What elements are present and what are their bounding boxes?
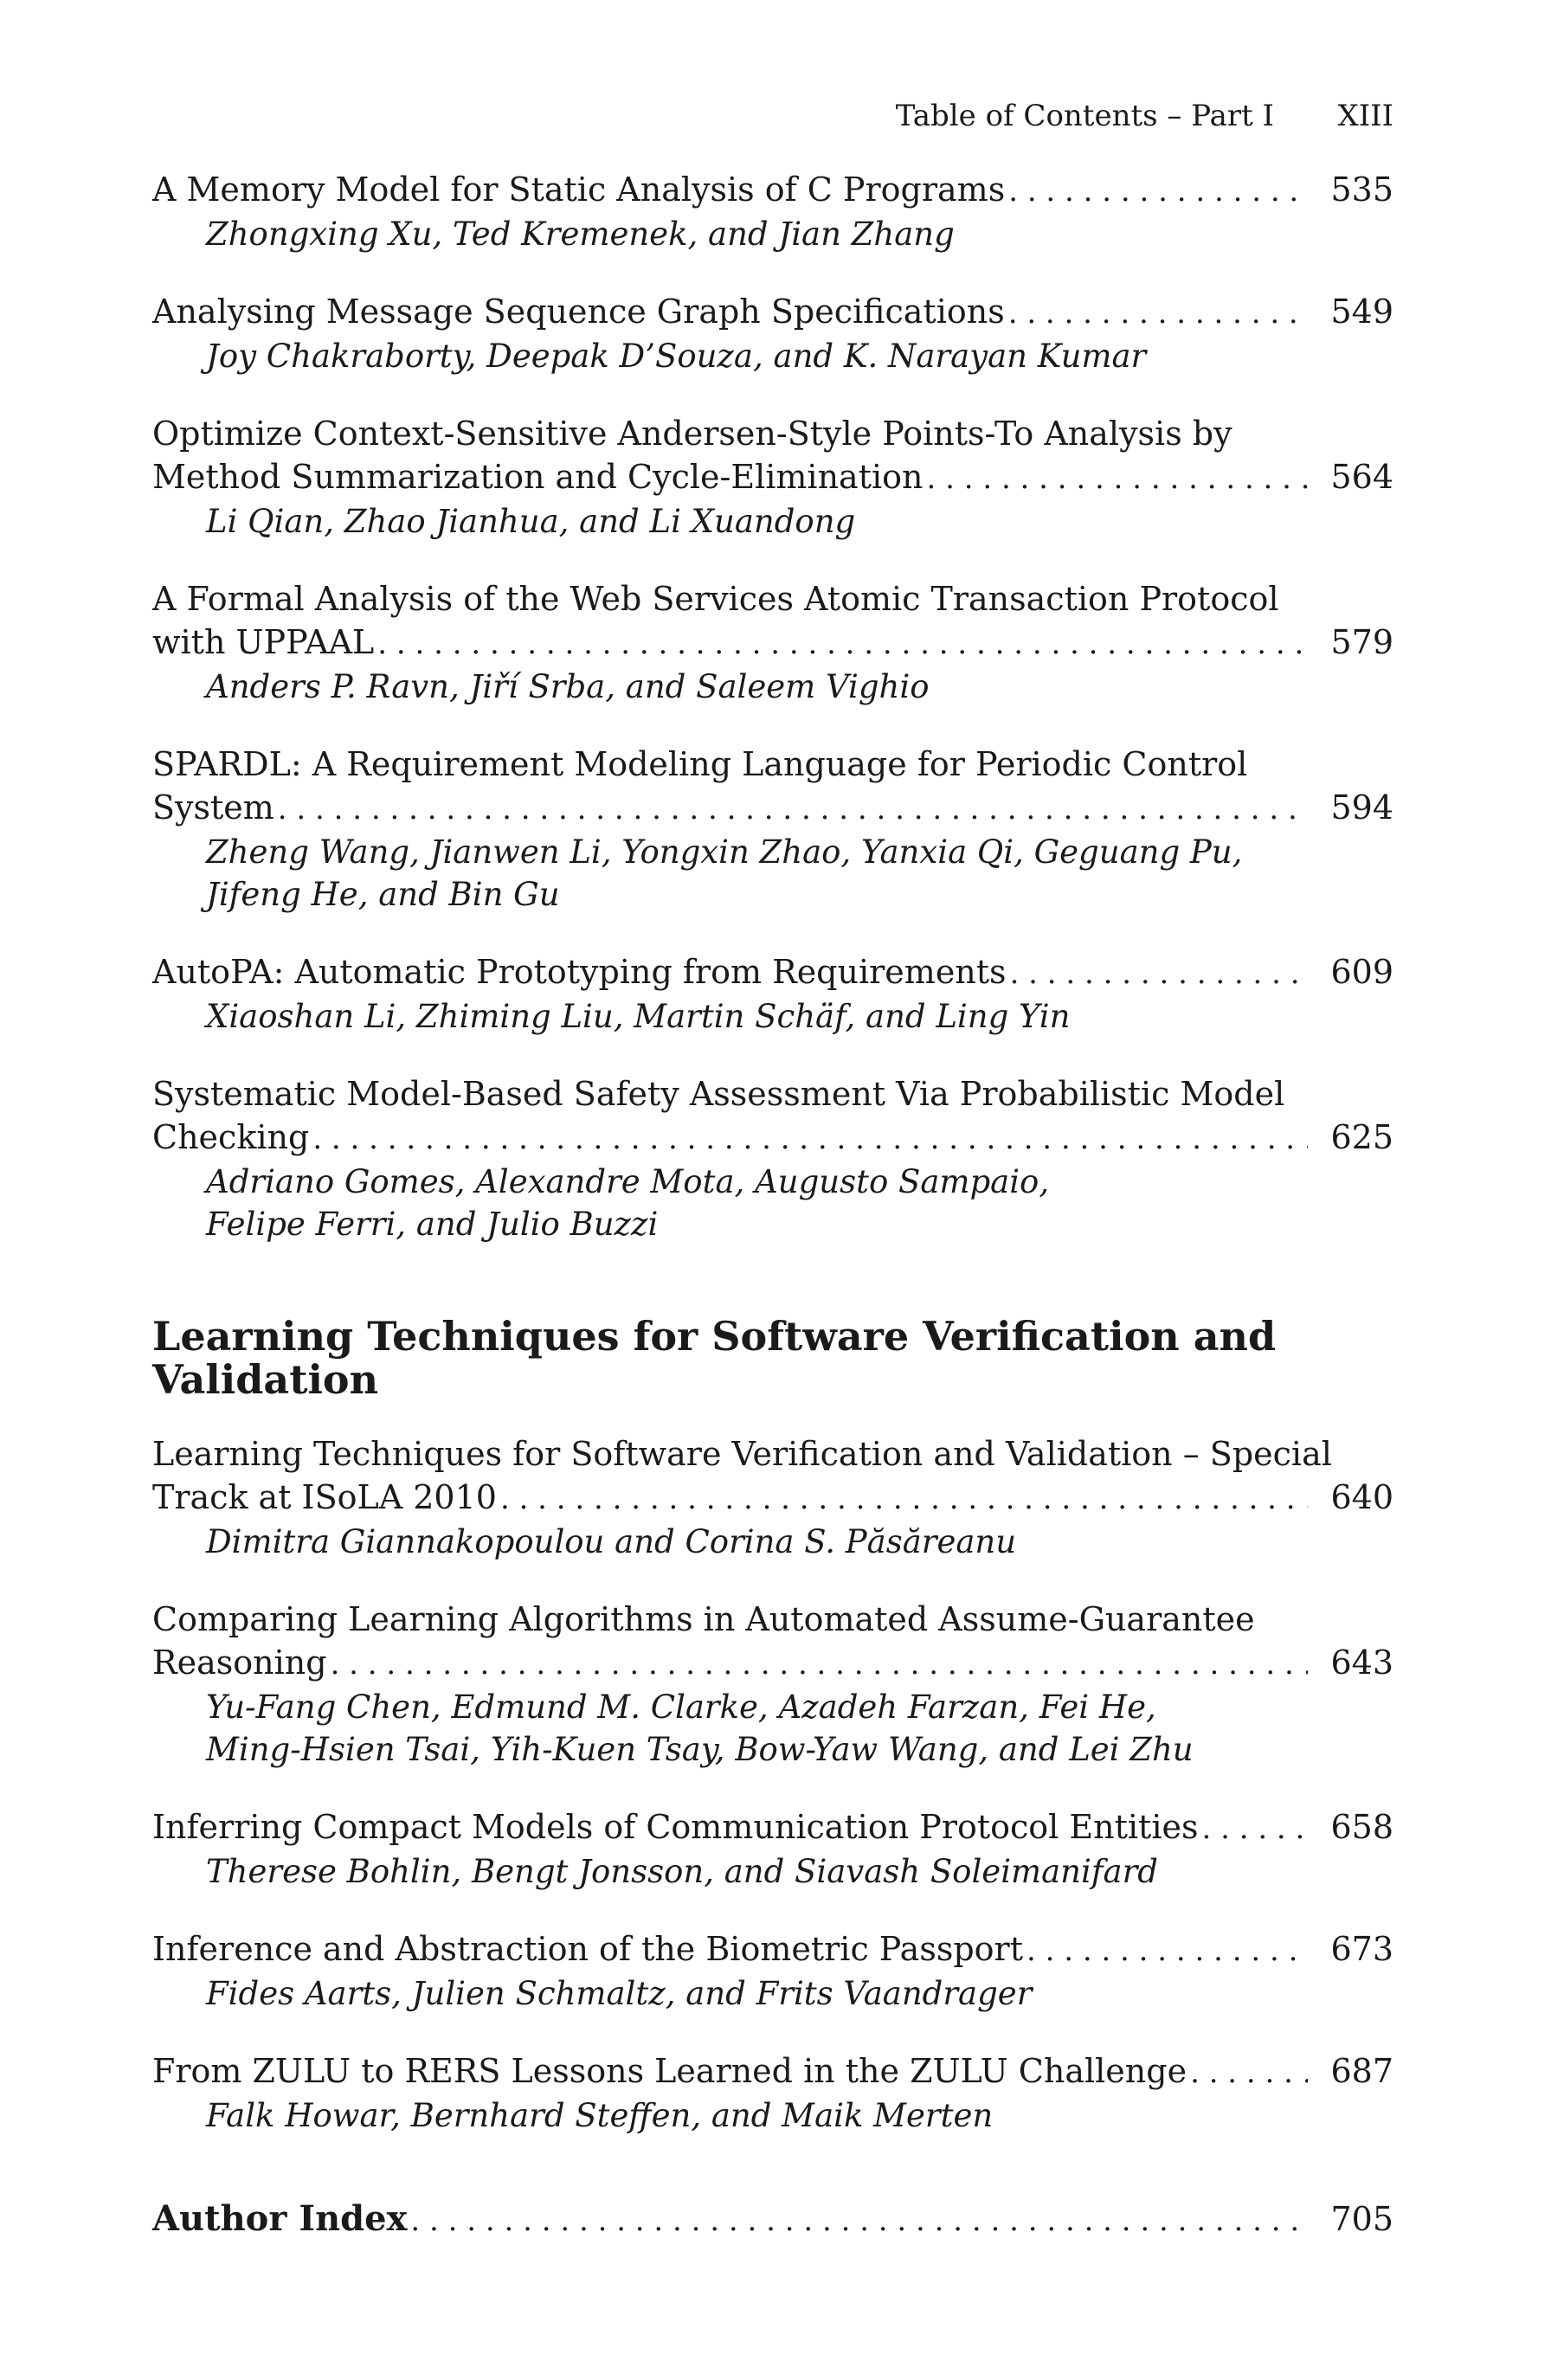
dot-leader <box>1026 1929 1309 1972</box>
section-heading <box>152 1315 1393 1401</box>
entry-title: Analysing Message Sequence Graph Specifications <box>152 293 1005 331</box>
toc-entry[interactable] <box>152 168 1393 255</box>
dot-leader <box>278 788 1309 831</box>
running-head-title: Table of Contents – Part I <box>895 99 1274 133</box>
entry-authors: Falk Howar, Bernhard Steffen, and Maik Merten <box>206 2097 994 2134</box>
entry-title: Inferring Compact Models of Communication Protocol Entities <box>152 1808 1199 1846</box>
toc-entry[interactable] <box>152 412 1393 543</box>
toc-entries-part2 <box>152 1432 1393 2137</box>
entry-authors: Yu-Fang Chen, Edmund M. Clarke, Azadeh Farzan, Fei He, <box>206 1689 1156 1726</box>
entry-page-number: 535 <box>1330 170 1393 209</box>
entry-title-row <box>152 1927 1393 1972</box>
dot-leader <box>377 622 1308 666</box>
entry-page-number: 579 <box>1330 623 1393 661</box>
entry-title-row <box>152 168 1393 213</box>
entry-page-number: 643 <box>1330 1643 1393 1682</box>
entry-authors: Zheng Wang, Jianwen Li, Yongxin Zhao, Yanxia Qi, Geguang Pu, <box>206 833 1243 871</box>
entry-authors: Joy Chakraborty, Deepak D’Souza, and K. Narayan Kumar <box>206 338 1147 375</box>
author-index-page: 705 <box>1330 2200 1393 2238</box>
entry-title-line: Systematic Model-Based Safety Assessment Via Probabilistic Model <box>152 1075 1285 1113</box>
entry-title-row <box>152 950 1393 995</box>
entry-title-line: Learning Techniques for Software Verification and Validation – Special <box>152 1435 1332 1473</box>
running-head-page-number: XIII <box>1337 99 1393 133</box>
entry-page-number: 549 <box>1330 293 1393 331</box>
entry-title-row <box>152 1476 1393 1521</box>
section-heading-line: Validation <box>152 1356 379 1403</box>
toc-entry[interactable] <box>152 290 1393 377</box>
entry-page-number: 594 <box>1330 788 1393 827</box>
entry-authors: Therese Bohlin, Bengt Jonsson, and Siavash Soleimanifard <box>206 1853 1158 1890</box>
toc-entry[interactable] <box>152 577 1393 708</box>
dot-leader <box>331 1643 1309 1686</box>
dot-leader <box>1008 170 1308 213</box>
toc-entry[interactable] <box>152 1927 1393 2015</box>
entry-page-number: 687 <box>1330 2052 1393 2090</box>
entry-authors: Xiaoshan Li, Zhiming Liu, Martin Schäf, and Ling Yin <box>206 998 1071 1035</box>
entry-title-row <box>152 786 1393 831</box>
entry-authors: Li Qian, Zhao Jianhua, and Li Xuandong <box>206 503 856 540</box>
entry-authors: Zhongxing Xu, Ted Kremenek, and Jian Zhang <box>206 215 955 253</box>
section-heading-line: Learning Techniques for Software Verification and <box>152 1313 1277 1360</box>
dot-leader <box>1010 952 1309 995</box>
author-index-entry[interactable] <box>152 2197 1393 2242</box>
entry-page-number: 640 <box>1330 1478 1393 1516</box>
running-head <box>152 83 1393 135</box>
entry-title-row <box>152 1641 1393 1686</box>
toc-entry[interactable] <box>152 1072 1393 1245</box>
entry-title-row <box>152 455 1393 500</box>
dot-leader <box>1201 1807 1308 1850</box>
entry-title: A Memory Model for Static Analysis of C Programs <box>152 170 1006 209</box>
entry-title: Method Summarization and Cycle-Elimination <box>152 458 924 496</box>
entry-title: Reasoning <box>152 1643 327 1682</box>
entry-title: with UPPAAL <box>152 623 375 661</box>
entry-page-number: 658 <box>1330 1808 1393 1846</box>
entry-title-line: SPARDL: A Requirement Modeling Language for Periodic Control <box>152 745 1248 783</box>
entry-title-row <box>152 1116 1393 1161</box>
entry-title: AutoPA: Automatic Prototyping from Requirements <box>152 953 1007 991</box>
dot-leader <box>312 1117 1308 1161</box>
entry-page-number: 564 <box>1330 458 1393 496</box>
dot-leader <box>926 457 1308 500</box>
dot-leader <box>410 2199 1308 2242</box>
entry-page-number: 609 <box>1330 953 1393 991</box>
toc-entries-part1 <box>152 168 1393 1245</box>
entry-authors: Fides Aarts, Julien Schmaltz, and Frits Vaandrager <box>206 1975 1033 2012</box>
dot-leader <box>1008 292 1309 335</box>
entry-page-number: 673 <box>1330 1930 1393 1968</box>
toc-entry[interactable] <box>152 1432 1393 1563</box>
toc-entry[interactable] <box>152 2049 1393 2137</box>
toc-entry[interactable] <box>152 950 1393 1038</box>
dot-leader <box>1190 2051 1308 2094</box>
entry-authors: Jifeng He, and Bin Gu <box>206 876 560 913</box>
toc-entry[interactable] <box>152 743 1393 916</box>
entry-title-row <box>152 290 1393 335</box>
entry-title: Checking <box>152 1118 310 1156</box>
entry-title-row <box>152 1805 1393 1850</box>
entry-title-row <box>152 2049 1393 2094</box>
dot-leader <box>500 1477 1309 1521</box>
entry-page-number: 625 <box>1330 1118 1393 1156</box>
toc-page <box>152 83 1393 2242</box>
entry-authors: Ming-Hsien Tsai, Yih-Kuen Tsay, Bow-Yaw Wang, and Lei Zhu <box>206 1731 1194 1768</box>
entry-title-line: Optimize Context-Sensitive Andersen-Style Points-To Analysis by <box>152 415 1232 453</box>
entry-title: System <box>152 788 274 827</box>
entry-title: From ZULU to RERS Lessons Learned in the ZULU Challenge <box>152 2052 1187 2090</box>
entry-authors: Anders P. Ravn, Jiří Srba, and Saleem Vighio <box>206 668 930 705</box>
entry-title-line: Comparing Learning Algorithms in Automated Assume-Guarantee <box>152 1600 1255 1638</box>
entry-title: Inference and Abstraction of the Biometric Passport <box>152 1930 1023 1968</box>
entry-authors: Felipe Ferri, and Julio Buzzi <box>206 1206 659 1243</box>
author-index-label: Author Index <box>152 2198 408 2239</box>
entry-title: Track at ISoLA 2010 <box>152 1478 497 1516</box>
entry-authors: Adriano Gomes, Alexandre Mota, Augusto Sampaio, <box>206 1163 1050 1200</box>
toc-entry[interactable] <box>152 1598 1393 1771</box>
entry-title-row <box>152 621 1393 666</box>
entry-title-line: A Formal Analysis of the Web Services Atomic Transaction Protocol <box>152 580 1279 618</box>
entry-authors: Dimitra Giannakopoulou and Corina S. Păsăreanu <box>206 1523 1017 1560</box>
toc-entry[interactable] <box>152 1805 1393 1893</box>
